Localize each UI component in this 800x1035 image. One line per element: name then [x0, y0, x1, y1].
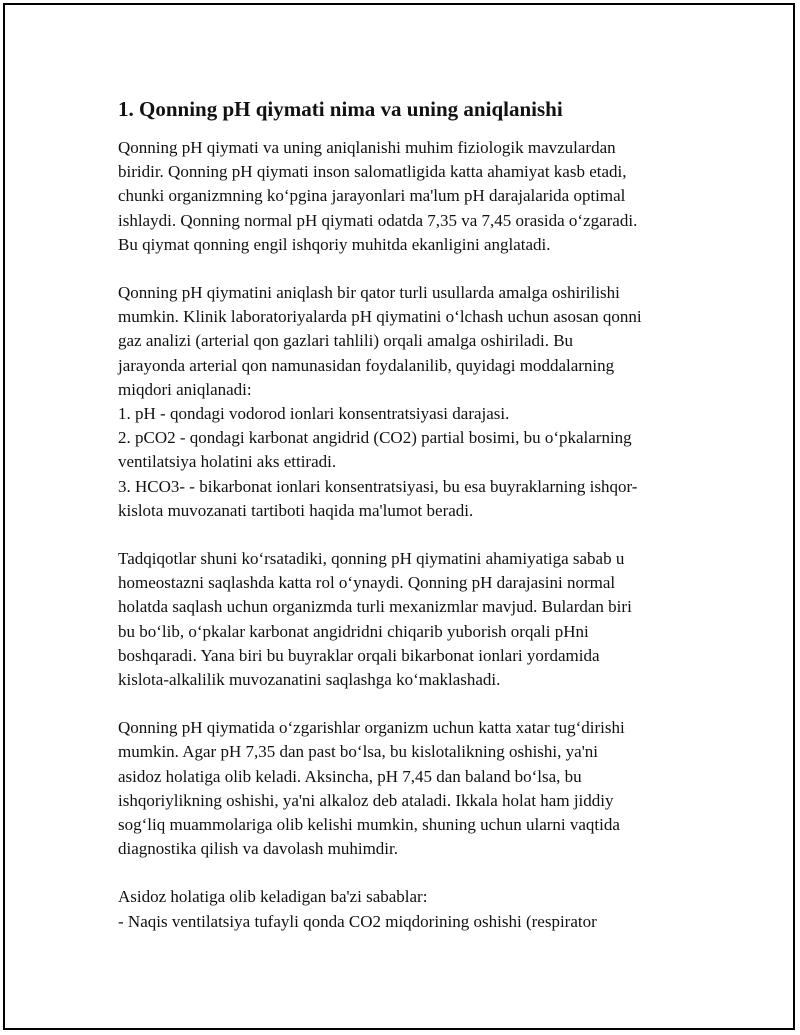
text-line: Bu qiymat qonning engil ishqoriy muhitda ekanligini anglatadi.: [118, 234, 551, 254]
text-line: diagnostika qilish va davolash muhimdir.: [118, 839, 399, 859]
paragraph-3: [118, 547, 688, 692]
text-line: 1. pH - qondagi vodorod ionlari konsentratsiyasi darajasi.: [118, 404, 510, 424]
paragraph-1: [118, 136, 688, 257]
text-line: kislota-alkalilik muvozanatini saqlashga ko‘maklashadi.: [118, 670, 501, 690]
text-line: ventilatsiya holatini aks ettiradi.: [118, 452, 337, 472]
text-line: ishlaydi. Qonning normal pH qiymati odatda 7,35 va 7,45 orasida o‘zgaradi.: [118, 210, 638, 230]
text-line: homeostazni saqlashda katta rol o‘ynaydi. Qonning pH darajasini normal: [118, 573, 616, 593]
paragraph-container: [118, 136, 688, 934]
text-line: kislota muvozanati tartiboti haqida ma'lumot beradi.: [118, 500, 474, 520]
text-line: - Naqis ventilatsiya tufayli qonda CO2 miqdorining oshishi (respirator: [118, 911, 597, 931]
text-line: Qonning pH qiymati va uning aniqlanishi muhim fiziologik mavzulardan: [118, 138, 616, 157]
text-line: chunki organizmning ko‘pgina jarayonlari ma'lum pH darajalarida optimal: [118, 186, 626, 206]
text-line: biridir. Qonning pH qiymati inson salomatligida katta ahamiyat kasb etadi,: [118, 162, 627, 182]
paragraph-4: [118, 716, 688, 861]
document-body: [118, 96, 688, 958]
text-line: ishqoriylikning oshishi, ya'ni alkaloz deb ataladi. Ikkala holat ham jiddiy: [118, 790, 614, 810]
text-line: 3. HCO3- - bikarbonat ionlari konsentratsiyasi, bu esa buyraklarning ishqor-: [118, 476, 638, 496]
text-line: gaz analizi (arterial qon gazlari tahlili) orqali amalga oshiriladi. Bu: [118, 331, 574, 351]
text-line: holatda saqlash uchun organizmda turli mexanizmlar mavjud. Bulardan biri: [118, 597, 632, 617]
text-line: jarayonda arterial qon namunasidan foydalanilib, quyidagi moddalarning: [118, 355, 615, 375]
text-line: mumkin. Agar pH 7,35 dan past bo‘lsa, bu kislotalikning oshishi, ya'ni: [118, 742, 598, 762]
text-line: Asidoz holatiga olib keladigan ba'zi sabablar:: [118, 887, 428, 907]
text-line: 2. pCO2 - qondagi karbonat angidrid (CO2) partial bosimi, bu o‘pkalarning: [118, 428, 632, 448]
text-line: boshqaradi. Yana biri bu buyraklar orqali bikarbonat ionlari yordamida: [118, 645, 600, 665]
text-line: miqdori aniqlanadi:: [118, 379, 252, 399]
section-heading: 1. Qonning pH qiymati nima va uning aniqlanishi: [118, 97, 563, 121]
paragraph-5: [118, 885, 688, 933]
text-line: bu bo‘lib, o‘pkalar karbonat angidridni chiqarib yuborish orqali pHni: [118, 621, 589, 641]
paragraph-2: [118, 281, 688, 523]
text-line: Qonning pH qiymatida o‘zgarishlar organizm uchun katta xatar tug‘dirishi: [118, 718, 625, 738]
text-line: asidoz holatiga olib keladi. Aksincha, pH 7,45 dan baland bo‘lsa, bu: [118, 766, 582, 786]
text-line: Qonning pH qiymatini aniqlash bir qator turli usullarda amalga oshirilishi: [118, 283, 620, 303]
text-line: sog‘liq muammolariga olib kelishi mumkin, shuning uchun ularni vaqtida: [118, 815, 620, 835]
text-line: mumkin. Klinik laboratoriyalarda pH qiymatini o‘lchash uchun asosan qonni: [118, 307, 642, 327]
text-line: Tadqiqotlar shuni ko‘rsatadiki, qonning pH qiymatini ahamiyatiga sabab u: [118, 549, 625, 569]
